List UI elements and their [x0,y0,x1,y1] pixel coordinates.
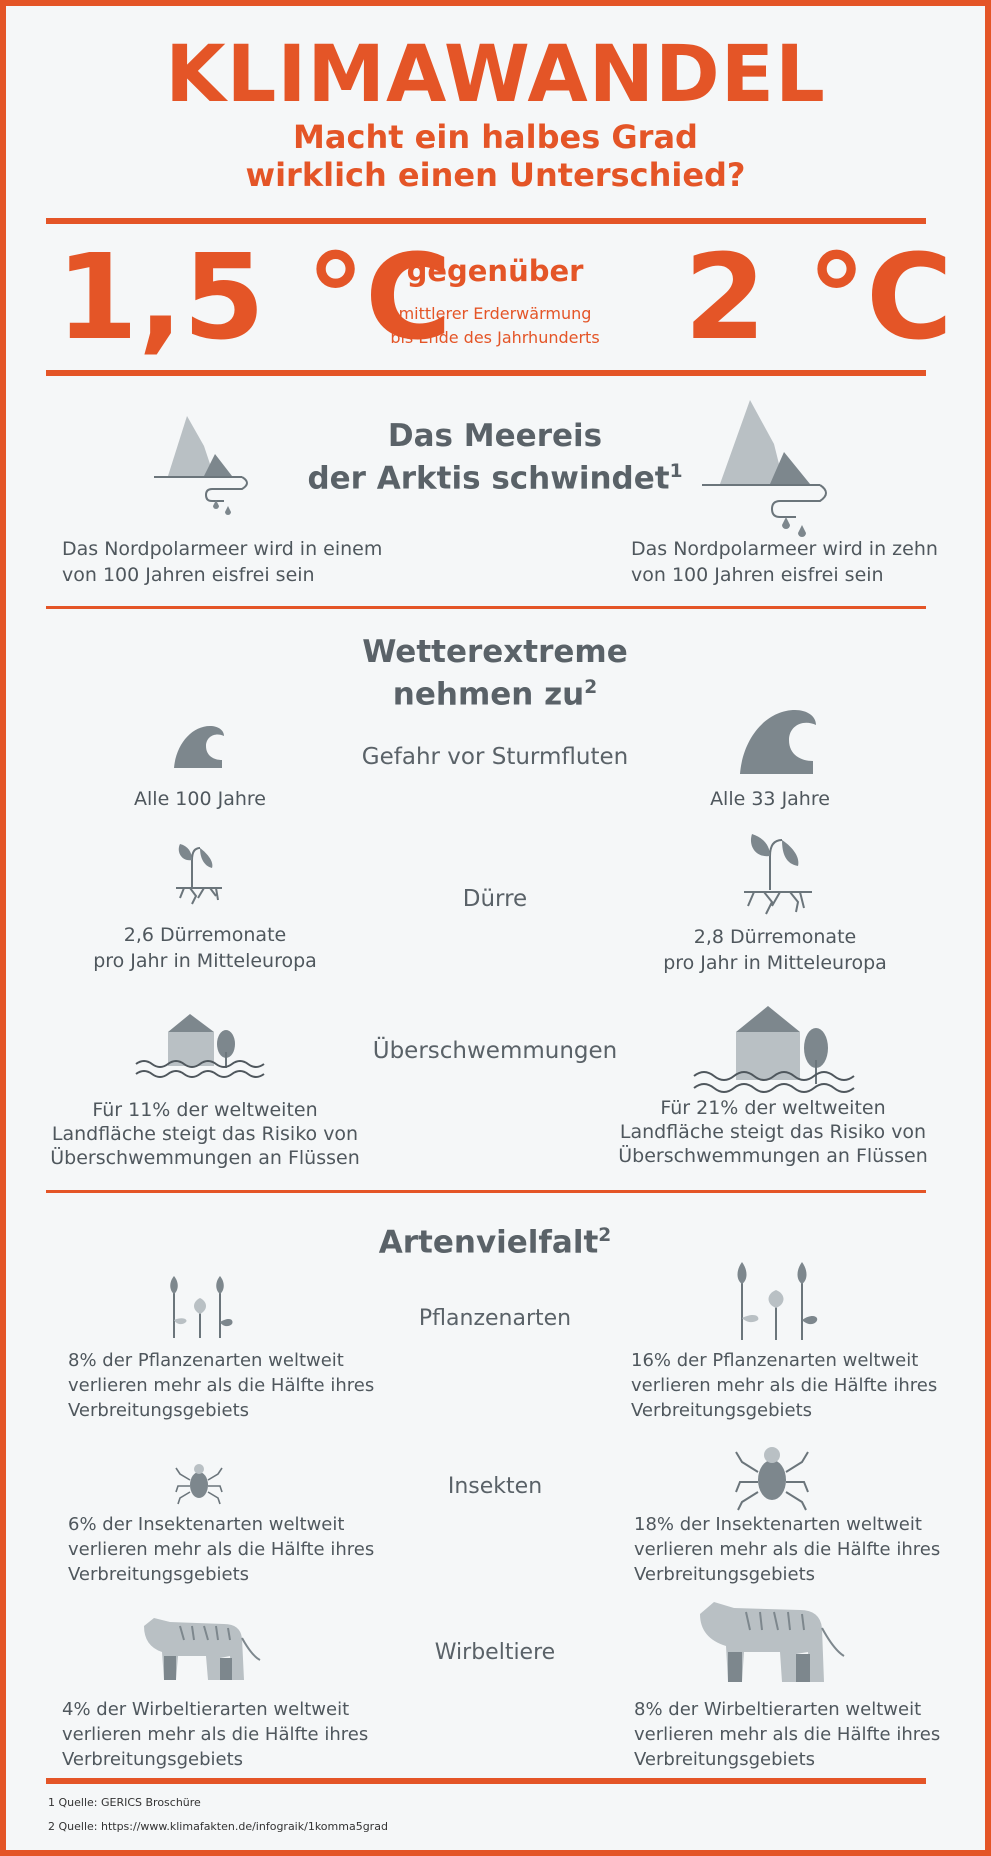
vertebrates-label: Wirbeltiere [434,1640,556,1665]
iceberg-icon [152,416,252,516]
flood-right-line-3: Überschwemmungen an Flüssen [618,1145,928,1167]
subtitle-line-1: Macht ein halbes Grad [293,118,698,156]
wave-icon [740,710,816,776]
drought-right-text [630,924,920,976]
flood-right-text [608,1096,938,1168]
wave-icon [174,726,224,770]
storm-label: Gefahr vor Sturmfluten [361,744,629,770]
flood-left-text [40,1098,370,1170]
flood-left-line-3: Überschwemmungen an Flüssen [50,1147,360,1169]
plants-icon [730,1262,820,1342]
flooded-house-icon [690,1004,870,1094]
vertebrates-left-line-3: Verbreitungsgebiets [62,1749,244,1770]
plants-left-line-2: verlieren mehr als die Hälfte ihres [68,1375,375,1396]
insect-icon [736,1438,808,1510]
weather-title [300,634,690,712]
divider-temps [46,370,926,376]
drought-label: Dürre [462,886,528,912]
drought-left-line-1: 2,6 Dürremonate [123,924,287,946]
arctic-left-text [62,536,382,588]
dry-plant-icon [170,840,230,910]
temp-right: 2 °C [684,228,953,366]
iceberg-icon [700,400,830,540]
insects-right-text [634,1512,940,1587]
page-title: KLIMAWANDEL [165,30,826,120]
plants-label: Pflanzenarten [418,1306,572,1331]
page-subtitle [0,118,991,194]
insects-left-text [68,1512,374,1587]
storm-right-text: Alle 33 Jahre [710,788,830,810]
insects-label: Insekten [447,1474,543,1499]
plants-right-text [631,1348,937,1423]
subtitle-line-2: wirklich einen Unterschied? [245,156,746,194]
vertebrates-right-line-3: Verbreitungsgebiets [634,1749,816,1770]
tiger-icon [140,1616,260,1682]
insects-right-line-3: Verbreitungsgebiets [634,1564,816,1585]
plants-left-text [68,1348,374,1423]
flood-label: Überschwemmungen [372,1038,618,1064]
insects-right-line-2: verlieren mehr als die Hälfte ihres [634,1539,941,1560]
footnote-marker: 2 [598,1225,612,1246]
insect-icon [176,1458,222,1504]
biodiversity-title-text: Artenvielfalt [378,1224,599,1261]
temp-left: 1,5 °C [56,228,452,366]
drought-right-line-2: pro Jahr in Mitteleuropa [663,952,887,974]
arctic-left-line-2: von 100 Jahren eisfrei sein [62,564,315,586]
flood-left-line-2: Landfläche steigt das Risiko von [51,1123,359,1145]
drought-right-line-1: 2,8 Dürremonate [693,926,857,948]
flood-right-line-2: Landfläche steigt das Risiko von [619,1121,927,1143]
weather-title-text: nehmen zu [392,676,585,713]
weather-title-line-1: Wetterextreme [362,634,628,670]
flooded-house-icon [134,1012,264,1078]
arctic-left-line-1: Das Nordpolarmeer wird in einem [62,538,383,560]
vertebrates-left-line-1: 4% der Wirbeltierarten weltweit [62,1699,350,1720]
comparison-sub-line-2: bis Ende des Jahrhunderts [390,328,600,347]
weather-title-line-2 [300,670,690,712]
arctic-title-line-2 [300,454,690,496]
divider-top [46,218,926,224]
comparison-sub-line-1: mittlerer Erderwärmung [398,304,592,323]
vertebrates-right-line-1: 8% der Wirbeltierarten weltweit [634,1699,922,1720]
footnote-marker: 1 [669,461,683,482]
vertebrates-right-line-2: verlieren mehr als die Hälfte ihres [634,1724,941,1745]
storm-left-text: Alle 100 Jahre [134,788,266,810]
source-note-2: 2 Quelle: https://www.klimafakten.de/infograik/1komma5grad [48,1820,388,1833]
arctic-title-line-1: Das Meereis [387,418,603,454]
tiger-icon [696,1600,846,1684]
dry-plant-icon [740,830,820,922]
comparison-sub [340,302,650,350]
flood-left-line-1: Für 11% der weltweiten [92,1099,318,1121]
arctic-right-text [631,536,938,588]
source-note-1: 1 Quelle: GERICS Broschüre [48,1796,201,1809]
footnote-marker: 2 [584,677,598,698]
plants-left-line-1: 8% der Pflanzenarten weltweit [68,1350,344,1371]
divider-weather [46,1190,926,1193]
plants-right-line-1: 16% der Pflanzenarten weltweit [631,1350,919,1371]
drought-left-text [60,922,350,974]
flood-right-line-1: Für 21% der weltweiten [660,1097,886,1119]
arctic-right-line-2: von 100 Jahren eisfrei sein [631,564,884,586]
arctic-right-line-1: Das Nordpolarmeer wird in zehn [631,538,938,560]
insects-left-line-1: 6% der Insektenarten weltweit [68,1514,345,1535]
plants-left-line-3: Verbreitungsgebiets [68,1400,250,1421]
plants-right-line-2: verlieren mehr als die Hälfte ihres [631,1375,938,1396]
comparison-label: gegenüber [406,254,584,288]
insects-left-line-2: verlieren mehr als die Hälfte ihres [68,1539,375,1560]
plants-right-line-3: Verbreitungsgebiets [631,1400,813,1421]
vertebrates-left-line-2: verlieren mehr als die Hälfte ihres [62,1724,369,1745]
vertebrates-right-text [634,1697,940,1772]
arctic-title-text: der Arktis schwindet [307,460,670,497]
drought-left-line-2: pro Jahr in Mitteleuropa [93,950,317,972]
insects-right-line-1: 18% der Insektenarten weltweit [634,1514,922,1535]
plants-icon [164,1276,234,1340]
divider-bottom [46,1778,926,1784]
vertebrates-left-text [62,1697,368,1772]
divider-arctic [46,606,926,609]
arctic-title [300,418,690,496]
biodiversity-title [300,1218,690,1260]
insects-left-line-3: Verbreitungsgebiets [68,1564,250,1585]
